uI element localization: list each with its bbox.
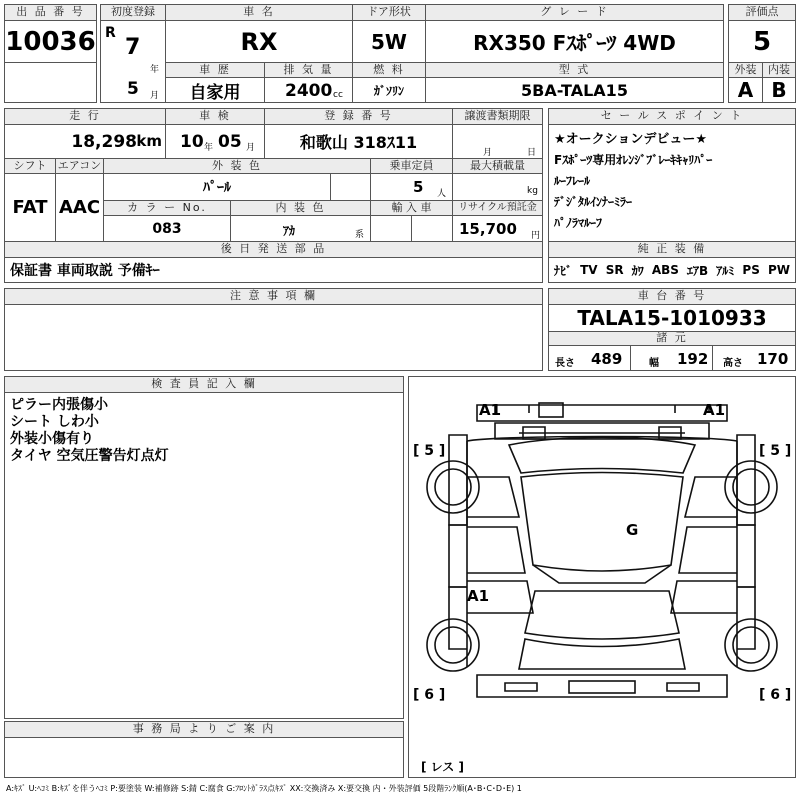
chassis-number: TALA15-1010933 <box>548 304 796 332</box>
fuel: ｶﾞｿﾘﾝ <box>352 77 426 103</box>
legend: A:ｷｽﾞ U:ﾍｺﾐ B:ｷｽﾞを伴うﾍｺﾐ P:要塗装 W:補修跡 S:錆 C:腐食 G:ﾌﾛﾝﾄｶﾞﾗｽ点ｷｽﾞ XX:交換済み X:要交換 内・外装評価 5段階ﾗﾝｸ順(A･B･C･D･E) 1 <box>6 784 522 793</box>
sales-point-label: セ ー ル ス ポ イ ン ト <box>548 108 796 125</box>
interior-grade: B <box>762 77 796 103</box>
tire-front-left: [ 5 ] <box>413 443 446 459</box>
exterior-grade: A <box>728 77 763 103</box>
equipment-item: TV <box>580 263 598 277</box>
office-area <box>4 737 404 778</box>
parts-label: 後 日 発 送 部 品 <box>4 241 543 258</box>
car-diagram <box>408 376 796 778</box>
equipment-item: PW <box>767 263 790 277</box>
year-unit: 年 <box>150 65 160 75</box>
inspection-month-unit: 月 <box>246 143 256 153</box>
interior-color-box <box>230 215 371 242</box>
history-label: 車 歴 <box>165 62 265 78</box>
capacity-label: 乗車定員 <box>370 158 453 174</box>
first-reg-year: 7 <box>125 35 141 60</box>
mileage-box <box>4 124 166 159</box>
color-no: 083 <box>103 215 231 242</box>
remark-line: シート しわ小 <box>10 414 99 430</box>
shift-label: シフト <box>4 158 56 174</box>
history: 自家用 <box>165 77 265 103</box>
equipment-label: 純 正 装 備 <box>548 241 796 258</box>
grade: RX350 Fｽﾎﾟｰﾂ 4WD <box>425 20 724 63</box>
tire-front-right: [ 5 ] <box>759 443 792 459</box>
equipment-item: SR <box>605 263 624 277</box>
inspection-year-unit: 年 <box>204 143 214 153</box>
interior-color-label: 内 装 色 <box>230 200 371 216</box>
shift: FAT <box>4 173 56 242</box>
inspection-box <box>165 124 265 159</box>
load-box <box>452 173 543 201</box>
mark-side-left: A1 <box>467 587 490 605</box>
month-unit: 月 <box>150 91 160 101</box>
length: 489 <box>591 350 623 368</box>
load-unit: kg <box>527 186 538 196</box>
equipment-item: ｱﾙﾐ <box>716 263 735 278</box>
sales-point-line-2: Fｽﾎﾟｰﾂ専用ｵﾚﾝｼﾞﾌﾞﾚｰｷｷｬﾘﾊﾟｰ <box>554 153 713 167</box>
sales-point-list <box>548 124 796 242</box>
car-outline-svg <box>409 377 795 777</box>
transfer-month-unit: 月 <box>483 148 493 158</box>
width: 192 <box>677 350 709 368</box>
displacement-unit: cc <box>333 90 343 100</box>
load-label: 最大積載量 <box>452 158 543 174</box>
parts: 保証書 車両取説 予備ｷｰ <box>4 257 543 283</box>
mileage-unit: km <box>136 132 162 150</box>
model-code: 5BA-TALA15 <box>425 77 724 103</box>
notes-area <box>4 304 543 371</box>
inspector-remarks <box>4 392 404 719</box>
capacity: 5 <box>413 178 424 196</box>
mileage-label: 走 行 <box>4 108 166 125</box>
sales-point-line-4: ﾃﾞｼﾞﾀﾙｲﾝﾅｰﾐﾗｰ <box>554 195 633 209</box>
capacity-unit: 人 <box>437 189 447 199</box>
sales-point-line-1: ★オークションデビュー★ <box>554 132 708 147</box>
remark-line: 外装小傷有り <box>10 431 94 447</box>
displacement-label: 排 気 量 <box>264 62 353 78</box>
lot-number-label: 出 品 番 号 <box>4 4 97 21</box>
mark-roof: G <box>626 521 639 539</box>
interior-color: ｱｶ <box>283 224 296 238</box>
notes-label: 注 意 事 項 欄 <box>4 288 543 305</box>
mark-front-left: A1 <box>479 401 502 419</box>
equipment-item: ｶﾜ <box>631 263 644 278</box>
chassis-label: 車 台 番 号 <box>548 288 796 305</box>
length-label: 長さ <box>555 358 575 369</box>
tire-rear-left: [ 6 ] <box>413 687 446 703</box>
tire-rear-right: [ 6 ] <box>759 687 792 703</box>
lot-number: 10036 <box>4 20 97 63</box>
score-label: 評価点 <box>728 4 796 21</box>
height: 170 <box>757 350 789 368</box>
plate-number: 和歌山 318ｽ11 <box>264 124 453 159</box>
width-label: 幅 <box>649 358 659 369</box>
plate-label: 登 録 番 号 <box>264 108 453 125</box>
height-label: 高さ <box>723 358 743 369</box>
era: R <box>105 25 116 41</box>
transfer-day-unit: 日 <box>527 148 537 158</box>
displacement-box <box>264 77 353 103</box>
color-no-label: カ ラ ー No. <box>103 200 231 216</box>
sales-point-line-5: ﾊﾟﾉﾗﾏﾙｰﾌ <box>554 216 603 230</box>
import-label: 輸 入 車 <box>370 200 453 216</box>
spec-label: 諸 元 <box>548 331 796 346</box>
exterior-color: ﾊﾟｰﾙ <box>103 173 331 201</box>
spec-row <box>548 345 796 371</box>
recycle-fee: 15,700 <box>459 220 517 238</box>
equipment-item: ABS <box>651 263 679 277</box>
door-type: 5W <box>352 20 426 63</box>
score: 5 <box>728 20 796 63</box>
equipment-list <box>548 257 796 283</box>
remark-line: ピラー内張傷小 <box>10 397 108 413</box>
equipment-item: ﾅﾋﾞ <box>554 263 573 278</box>
office-label: 事 務 局 よ り ご 案 内 <box>4 721 404 738</box>
lot-number-blank <box>4 62 97 103</box>
inspection-year: 10 <box>180 132 204 152</box>
mileage: 18,298 <box>71 132 137 152</box>
first-registration-label: 初度登録 <box>100 4 166 21</box>
first-reg-month: 5 <box>127 79 139 99</box>
transfer-box <box>452 124 543 159</box>
inspector-label: 検 査 員 記 入 欄 <box>4 376 404 393</box>
capacity-box <box>370 173 453 201</box>
sales-point-line-3: ﾙｰﾌﾚｰﾙ <box>554 174 591 188</box>
displacement: 2400 <box>285 81 333 101</box>
color-label: 外 装 色 <box>103 158 371 174</box>
recycle-label: リサイクル預託金 <box>452 200 543 216</box>
color-blank <box>330 173 371 201</box>
interior-color-unit: 系 <box>355 230 365 240</box>
remark-line: タイヤ 空気圧警告灯点灯 <box>10 448 169 464</box>
ac-label: エアコン <box>55 158 104 174</box>
recycle-unit: 円 <box>531 231 541 241</box>
import-box-2 <box>411 215 453 242</box>
equipment-item: ｴｱB <box>687 263 709 278</box>
car-name-label: 車 名 <box>165 4 353 21</box>
model-label: 型 式 <box>425 62 724 78</box>
fuel-label: 燃 料 <box>352 62 426 78</box>
door-label: ドア形状 <box>352 4 426 21</box>
spare-tire: [ レス ] <box>421 760 464 774</box>
car-name: RX <box>165 20 353 63</box>
first-registration-box <box>100 20 166 103</box>
recycle-box <box>452 215 543 242</box>
inspection-month: 05 <box>218 132 242 152</box>
equipment-item: PS <box>742 263 760 277</box>
inspection-label: 車 検 <box>165 108 265 125</box>
exterior-label: 外装 <box>728 62 763 78</box>
interior-label: 内装 <box>762 62 796 78</box>
transfer-label: 譲渡書類期限 <box>452 108 543 125</box>
mark-front-right: A1 <box>703 401 726 419</box>
air-conditioner: AAC <box>55 173 104 242</box>
import-box <box>370 215 412 242</box>
grade-label: グ レ ー ド <box>425 4 724 21</box>
